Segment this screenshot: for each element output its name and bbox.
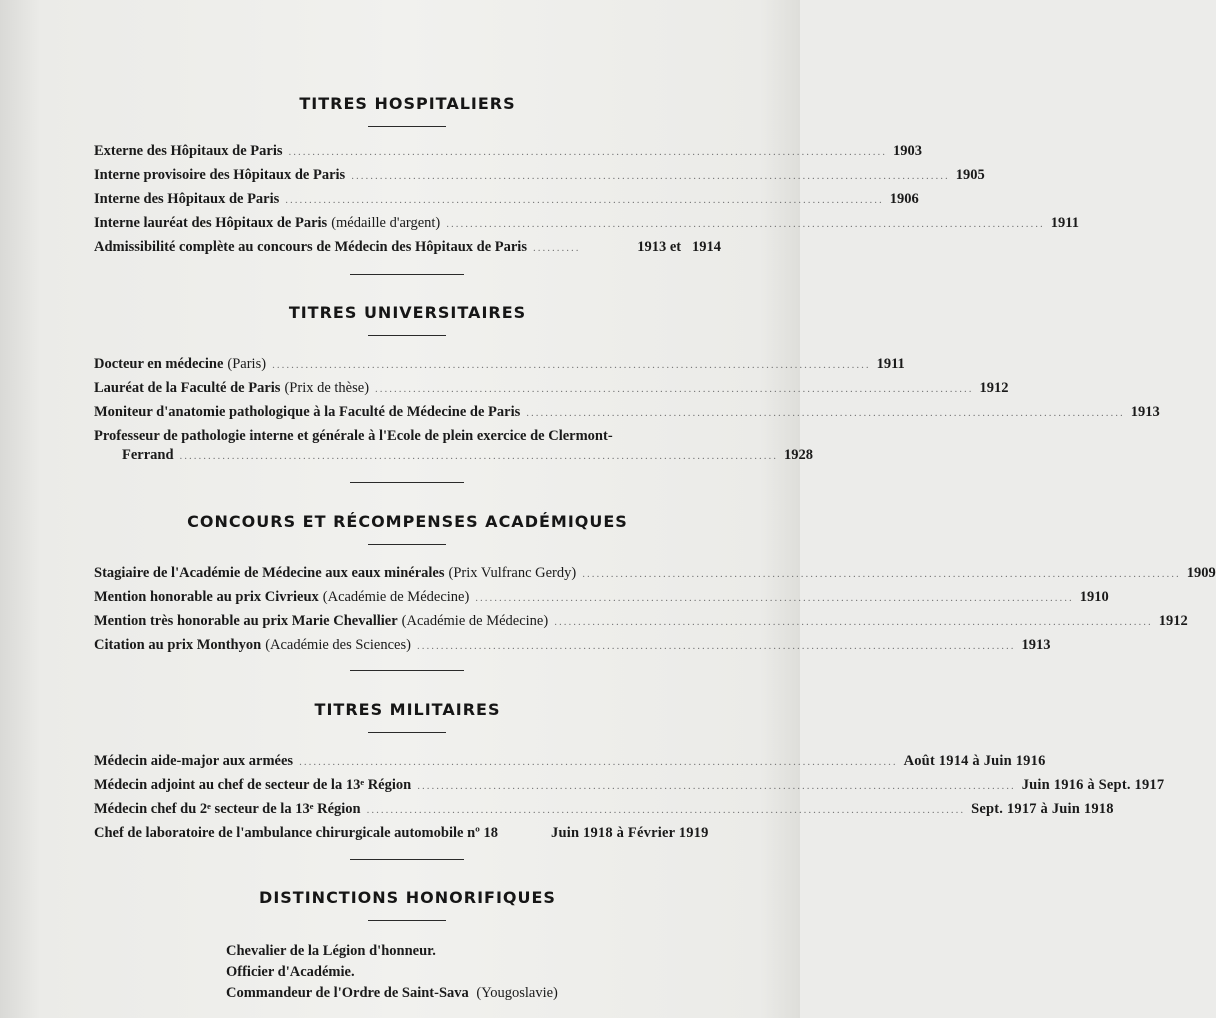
- section-divider: [350, 670, 464, 671]
- list-item: [94, 587, 1109, 607]
- section-title-universitaires: TITRES UNIVERSITAIRES: [288, 303, 527, 322]
- item-label: Moniteur d'anatomie pathologique à la Faculté de Médecine de Paris: [94, 404, 521, 420]
- item-label: Chevalier de la Légion d'honneur.: [226, 943, 436, 959]
- item-year: 1910: [1079, 589, 1109, 605]
- section-divider: [350, 482, 464, 483]
- list-item: [94, 775, 1165, 795]
- item-period: Juin 1916 à Sept. 1917: [1021, 777, 1165, 793]
- item-year: 1928: [784, 447, 814, 463]
- list-item: [94, 799, 1114, 819]
- item-year: 1909: [1186, 565, 1216, 581]
- item-year: 1911: [1050, 215, 1079, 231]
- dot-leader: ..........: [532, 242, 581, 254]
- dot-leader: ..............................................................................................................................: [526, 407, 1125, 419]
- item-label: Externe des Hôpitaux de Paris: [94, 143, 283, 159]
- item-label: Interne des Hôpitaux de Paris: [94, 191, 280, 207]
- title-underline: [368, 544, 446, 545]
- list-item: [122, 445, 814, 465]
- dot-leader: ..............................................................................................................................: [475, 592, 1074, 604]
- item-label: Citation au prix Monthyon: [94, 637, 262, 653]
- item-year: 1905: [955, 167, 985, 183]
- title-underline: [368, 126, 446, 127]
- item-note: (Académie des Sciences): [265, 637, 411, 653]
- item-note: (médaille d'argent): [331, 215, 441, 231]
- item-note: (Prix Vulfranc Gerdy): [448, 565, 577, 581]
- item-year: 1913: [1130, 404, 1160, 420]
- section-title-concours: CONCOURS ET RÉCOMPENSES ACADÉMIQUES: [187, 512, 628, 531]
- title-underline: [368, 920, 446, 921]
- list-item: [94, 635, 1051, 655]
- list-item: [94, 823, 721, 843]
- item-label: Interne provisoire des Hôpitaux de Paris: [94, 167, 346, 183]
- list-item: [226, 962, 355, 982]
- dot-leader: ..............................................................................................................................: [554, 616, 1153, 628]
- section-title-hospitaliers: TITRES HOSPITALIERS: [299, 94, 516, 113]
- item-year: 1912: [979, 380, 1009, 396]
- list-item: [94, 611, 1188, 631]
- list-item: [226, 983, 558, 1003]
- list-item: [226, 941, 436, 961]
- item-year: 1906: [889, 191, 919, 207]
- section-divider: [350, 859, 464, 860]
- dot-leader: ..............................................................................................................................: [366, 804, 966, 816]
- item-note: (Yougoslavie): [476, 985, 558, 1001]
- section-title-militaires: TITRES MILITAIRES: [314, 700, 501, 719]
- item-year: 1911: [876, 356, 905, 372]
- dot-leader: ..............................................................................................................................: [288, 146, 887, 158]
- item-label: Chef de laboratoire de l'ambulance chirurgicale automobile nº 18: [94, 825, 499, 841]
- item-label: Stagiaire de l'Académie de Médecine aux eaux minérales: [94, 565, 445, 581]
- item-year: 1913: [1021, 637, 1051, 653]
- item-note: (Académie de Médecine): [322, 589, 470, 605]
- item-label: Admissibilité complète au concours de Médecin des Hôpitaux de Paris: [94, 239, 527, 255]
- list-item: [94, 563, 1216, 583]
- section-divider: [350, 274, 464, 275]
- list-item: [94, 213, 1079, 233]
- list-item: [94, 751, 1046, 771]
- title-underline: [368, 732, 446, 733]
- dot-leader: ..............................................................................................................................: [375, 383, 974, 395]
- wrapped-item-line1: Professeur de pathologie interne et générale à l'Ecole de plein exercice de Clermont-: [94, 428, 613, 444]
- item-period: Août 1914 à Juin 1916: [903, 753, 1046, 769]
- list-item: [94, 237, 721, 257]
- item-label: Docteur en médecine: [94, 356, 224, 372]
- item-label: Médecin aide-major aux armées: [94, 753, 294, 769]
- item-period: Juin 1918 à Février 1919: [551, 825, 709, 841]
- item-note: (Paris): [227, 356, 267, 372]
- dot-leader: ..............................................................................................................................: [179, 450, 779, 462]
- item-label: Officier d'Académie.: [226, 964, 355, 980]
- title-underline: [368, 335, 446, 336]
- item-label: Interne lauréat des Hôpitaux de Paris: [94, 215, 328, 231]
- section-title-distinctions: DISTINCTIONS HONORIFIQUES: [259, 888, 556, 907]
- list-item: [94, 378, 1009, 398]
- item-period: Sept. 1917 à Juin 1918: [971, 801, 1114, 817]
- dot-leader: ..............................................................................................................................: [416, 640, 1016, 652]
- dot-leader: ..............................................................................................................................: [285, 194, 884, 206]
- list-item: [94, 354, 905, 374]
- item-label: Ferrand: [122, 447, 174, 463]
- item-label: Médecin chef du 2ᵉ secteur de la 13ᵉ Région: [94, 801, 361, 817]
- item-label: Commandeur de l'Ordre de Saint-Sava: [226, 985, 469, 1001]
- list-item: [94, 141, 922, 161]
- dot-leader: ..............................................................................................................................: [299, 756, 898, 768]
- list-item: [94, 165, 985, 185]
- item-note: (Académie de Médecine): [401, 613, 549, 629]
- dot-leader: ..............................................................................................................................: [272, 359, 871, 371]
- item-year: 1913 et 1914: [637, 239, 721, 255]
- dot-leader: ..............................................................................................................................: [351, 170, 950, 182]
- item-label: Mention très honorable au prix Marie Chevallier: [94, 613, 398, 629]
- list-item: [94, 402, 1160, 422]
- item-year: 1912: [1158, 613, 1188, 629]
- dot-leader: ..............................................................................................................................: [417, 780, 1016, 792]
- item-label: Médecin adjoint au chef de secteur de la 13ᵉ Région: [94, 777, 412, 793]
- dot-leader: ..............................................................................................................................: [582, 568, 1181, 580]
- item-label: Lauréat de la Faculté de Paris: [94, 380, 281, 396]
- list-item: [94, 189, 919, 209]
- dot-leader: ..............................................................................................................................: [446, 218, 1045, 230]
- item-label: Mention honorable au prix Civrieux: [94, 589, 319, 605]
- item-year: 1903: [893, 143, 922, 159]
- item-note: (Prix de thèse): [284, 380, 370, 396]
